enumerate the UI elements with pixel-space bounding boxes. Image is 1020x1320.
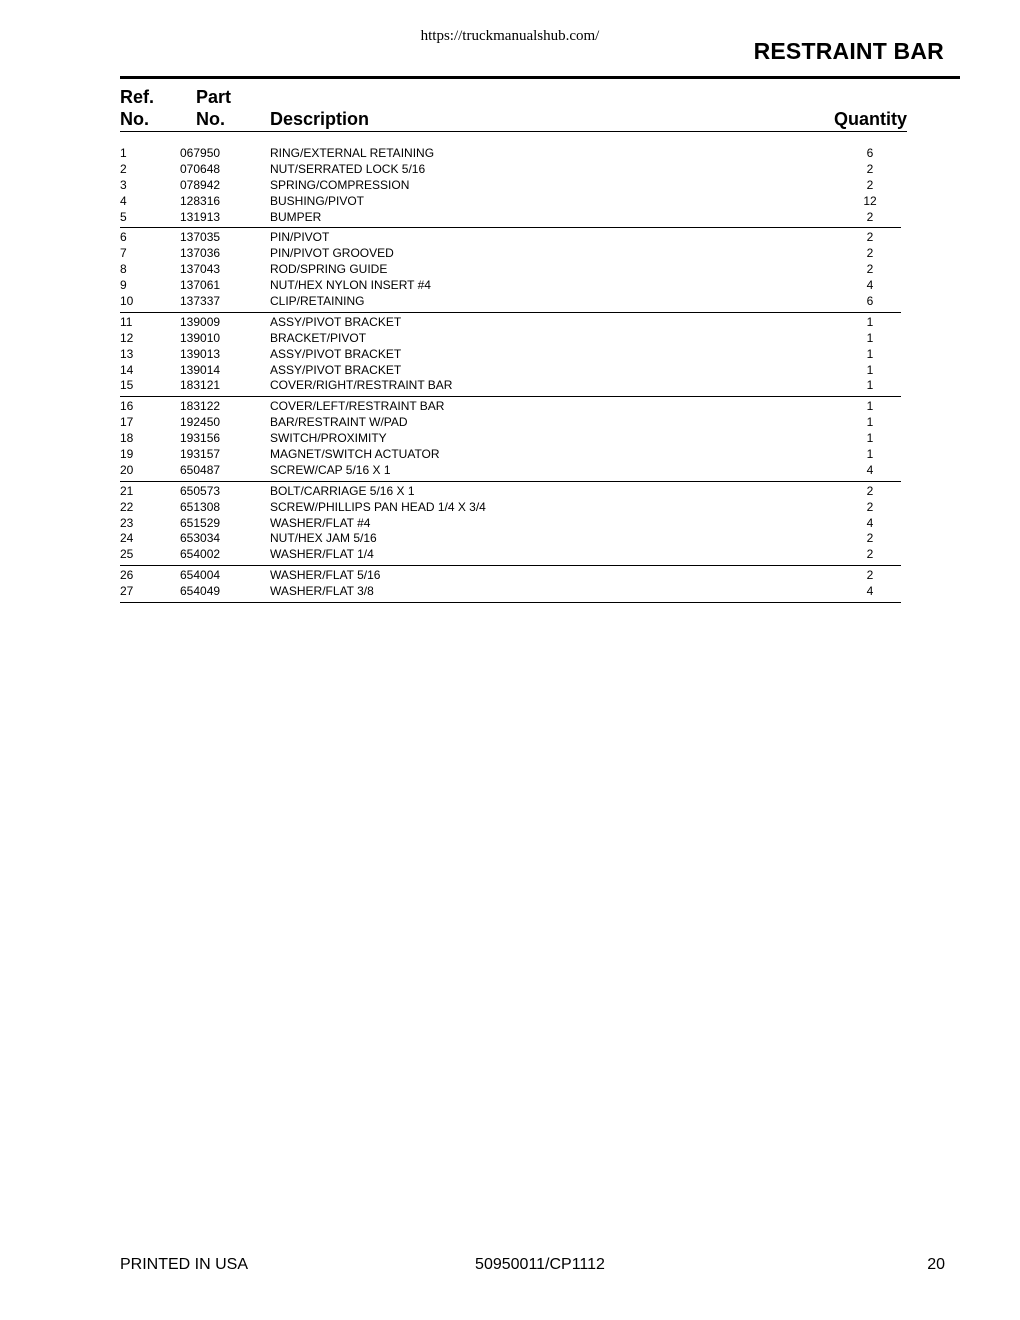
part-number: 192450 <box>180 415 221 430</box>
ref-number: 12 <box>120 330 134 345</box>
part-number: 137337 <box>180 294 221 309</box>
part-quantity: 6 <box>866 294 874 309</box>
part-description: WASHER/FLAT 5/16 <box>270 568 381 583</box>
table-row <box>120 531 901 547</box>
ref-number: 22 <box>120 499 134 514</box>
page-number: 20 <box>927 1256 945 1273</box>
part-description: MAGNET/SWITCH ACTUATOR <box>270 447 440 462</box>
table-row <box>120 246 901 262</box>
part-quantity: 2 <box>866 547 874 562</box>
part-description: COVER/LEFT/RESTRAINT BAR <box>270 399 445 414</box>
ref-number: 15 <box>120 378 134 393</box>
part-number: 654049 <box>180 584 221 599</box>
ref-number: 2 <box>120 161 127 176</box>
table-row <box>120 584 901 600</box>
part-quantity: 4 <box>866 462 874 477</box>
ref-number: 6 <box>120 230 127 245</box>
table-row <box>120 347 901 363</box>
column-header-ref <box>120 86 154 130</box>
part-number: 654002 <box>180 547 221 562</box>
part-number: 137061 <box>180 278 221 293</box>
part-number: 078942 <box>180 177 221 192</box>
ref-number: 3 <box>120 177 127 192</box>
ref-number: 5 <box>120 209 127 224</box>
column-header-ref-top: Ref. <box>120 87 155 107</box>
ref-number: 10 <box>120 294 134 309</box>
part-quantity: 1 <box>866 415 874 430</box>
part-description: WASHER/FLAT 3/8 <box>270 584 374 599</box>
part-number: 193157 <box>180 447 221 462</box>
ref-number: 16 <box>120 399 134 414</box>
part-quantity: 4 <box>866 584 874 599</box>
table-row <box>120 463 901 479</box>
part-number: 183122 <box>180 399 221 414</box>
table-row <box>120 516 901 532</box>
title-rule <box>120 76 960 79</box>
part-quantity: 2 <box>866 246 874 261</box>
part-description: NUT/SERRATED LOCK 5/16 <box>270 161 426 176</box>
part-description: ROD/SPRING GUIDE <box>270 262 388 277</box>
part-number: 654004 <box>180 568 221 583</box>
part-quantity: 2 <box>866 230 874 245</box>
part-description: ASSY/PIVOT BRACKET <box>270 314 402 329</box>
part-number: 653034 <box>180 531 221 546</box>
part-quantity: 2 <box>866 161 874 176</box>
part-quantity: 2 <box>866 262 874 277</box>
table-row <box>120 178 901 194</box>
ref-number: 18 <box>120 431 134 446</box>
header-rule <box>120 131 907 132</box>
part-quantity: 1 <box>866 346 874 361</box>
part-number: 139010 <box>180 330 221 345</box>
ref-number: 26 <box>120 568 134 583</box>
column-header-quantity: Quantity <box>834 109 908 129</box>
table-row <box>120 230 901 246</box>
table-row <box>120 210 901 226</box>
part-number: 137035 <box>180 230 221 245</box>
part-description: PIN/PIVOT <box>270 230 330 245</box>
part-quantity: 2 <box>866 483 874 498</box>
part-quantity: 1 <box>866 362 874 377</box>
part-quantity: 1 <box>866 330 874 345</box>
part-number: 137036 <box>180 246 221 261</box>
table-row <box>120 547 901 563</box>
part-quantity: 1 <box>866 431 874 446</box>
part-number: 139009 <box>180 314 221 329</box>
part-quantity: 2 <box>866 568 874 583</box>
part-description: SWITCH/PROXIMITY <box>270 431 387 446</box>
part-quantity: 2 <box>866 499 874 514</box>
ref-number: 11 <box>120 314 133 329</box>
part-number: 070648 <box>180 161 221 176</box>
part-description: BOLT/CARRIAGE 5/16 X 1 <box>270 483 415 498</box>
row-group <box>120 315 901 397</box>
table-row <box>120 262 901 278</box>
part-description: WASHER/FLAT 1/4 <box>270 547 374 562</box>
part-quantity: 1 <box>866 378 874 393</box>
part-description: NUT/HEX JAM 5/16 <box>270 531 377 546</box>
part-description: PIN/PIVOT GROOVED <box>270 246 394 261</box>
row-group <box>120 230 901 312</box>
table-row <box>120 194 901 210</box>
ref-number: 23 <box>120 515 134 530</box>
table-row <box>120 378 901 394</box>
ref-number: 14 <box>120 362 134 377</box>
ref-number: 24 <box>120 531 134 546</box>
table-row <box>120 294 901 310</box>
table-row <box>120 500 901 516</box>
ref-number: 17 <box>120 415 134 430</box>
part-description: SCREW/CAP 5/16 X 1 <box>270 462 391 477</box>
table-row <box>120 146 901 162</box>
table-row <box>120 278 901 294</box>
part-number: 131913 <box>180 209 221 224</box>
table-row <box>120 399 901 415</box>
part-description: BUSHING/PIVOT <box>270 193 365 208</box>
part-quantity: 6 <box>866 146 874 160</box>
part-quantity: 2 <box>866 531 874 546</box>
column-header-part <box>196 86 231 130</box>
parts-table <box>120 146 901 605</box>
ref-number: 9 <box>120 278 127 293</box>
part-description: NUT/HEX NYLON INSERT #4 <box>270 278 431 293</box>
part-quantity: 4 <box>866 515 874 530</box>
table-row <box>120 363 901 379</box>
part-quantity: 2 <box>866 177 874 192</box>
row-group <box>120 484 901 566</box>
row-group <box>120 399 901 481</box>
part-number: 193156 <box>180 431 221 446</box>
table-row <box>120 447 901 463</box>
part-description: WASHER/FLAT #4 <box>270 515 371 530</box>
part-description: ASSY/PIVOT BRACKET <box>270 362 402 377</box>
part-number: 183121 <box>180 378 221 393</box>
part-description: RING/EXTERNAL RETAINING <box>270 146 435 160</box>
ref-number: 20 <box>120 462 134 477</box>
row-group <box>120 146 901 228</box>
table-row <box>120 162 901 178</box>
part-number: 651529 <box>180 515 221 530</box>
table-row <box>120 415 901 431</box>
part-description: ASSY/PIVOT BRACKET <box>270 346 402 361</box>
part-description: SPRING/COMPRESSION <box>270 177 410 192</box>
part-quantity: 2 <box>866 209 874 224</box>
ref-number: 1 <box>120 146 127 160</box>
part-number: 139014 <box>180 362 221 377</box>
ref-number: 21 <box>120 483 134 498</box>
ref-number: 7 <box>120 246 127 261</box>
ref-number: 27 <box>120 584 134 599</box>
table-row <box>120 568 901 584</box>
part-description: COVER/RIGHT/RESTRAINT BAR <box>270 378 453 393</box>
ref-number: 19 <box>120 447 134 462</box>
ref-number: 13 <box>120 346 134 361</box>
table-row <box>120 315 901 331</box>
part-number: 067950 <box>180 146 221 160</box>
part-quantity: 1 <box>866 314 874 329</box>
column-header-description: Description <box>270 109 370 129</box>
footer-printed: PRINTED IN USA <box>120 1256 249 1273</box>
part-number: 651308 <box>180 499 221 514</box>
part-number: 128316 <box>180 193 221 208</box>
ref-number: 25 <box>120 547 134 562</box>
column-header-part-top: Part <box>196 87 232 107</box>
part-quantity: 1 <box>866 447 874 462</box>
page-title: RESTRAINT BAR <box>753 38 944 64</box>
part-description: CLIP/RETAINING <box>270 294 365 309</box>
part-number: 139013 <box>180 346 221 361</box>
part-quantity: 12 <box>863 193 877 208</box>
part-number: 137043 <box>180 262 221 277</box>
table-row <box>120 484 901 500</box>
table-row <box>120 431 901 447</box>
ref-number: 4 <box>120 193 127 208</box>
part-description: BRACKET/PIVOT <box>270 330 367 345</box>
part-description: BUMPER <box>270 209 322 224</box>
part-description: BAR/RESTRAINT W/PAD <box>270 415 408 430</box>
ref-number: 8 <box>120 262 127 277</box>
part-number: 650487 <box>180 462 221 477</box>
part-quantity: 4 <box>866 278 874 293</box>
source-url: https://truckmanualshub.com/ <box>420 28 600 44</box>
footer-doc-number: 50950011/CP1112 <box>475 1256 605 1273</box>
part-quantity: 1 <box>866 399 874 414</box>
row-group <box>120 568 901 603</box>
column-header-part-bottom: No. <box>196 109 225 129</box>
part-number: 650573 <box>180 483 221 498</box>
part-description: SCREW/PHILLIPS PAN HEAD 1/4 X 3/4 <box>270 499 486 514</box>
column-header-ref-bottom: No. <box>120 109 149 129</box>
table-row <box>120 331 901 347</box>
